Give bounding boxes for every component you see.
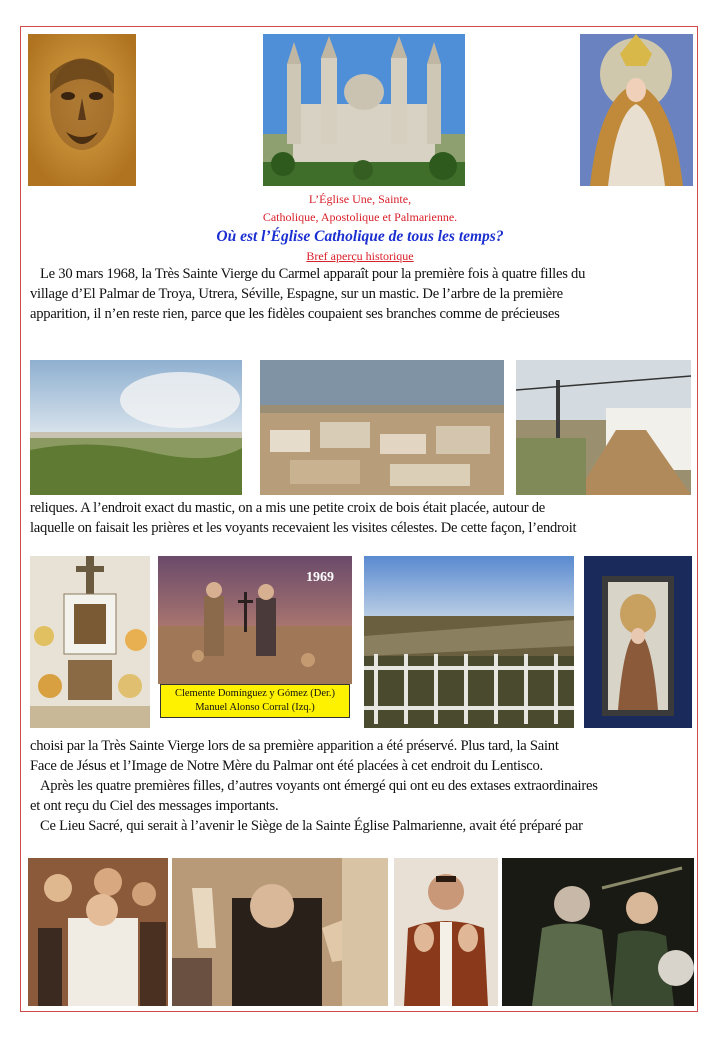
subtitle-wrap <box>0 247 720 265</box>
caption-line-2: Manuel Alonso Corral (Izq.) <box>195 702 315 713</box>
text-line: Après les quatre premières filles, d’autres voyants ont émergé qui ont eu des extases extraordinaires <box>40 778 598 794</box>
text-line: village d’El Palmar de Troya, Utrera, Séville, Espagne, sur un mastic. De l’arbre de la première <box>30 286 563 302</box>
virgin-statue-night-image <box>584 556 692 728</box>
paragraph-3 <box>30 736 694 836</box>
village-view-image <box>260 360 504 495</box>
text-line: Le 30 mars 1968, la Très Sainte Vierge du Carmel apparaît pour la première fois à quatre filles du <box>40 266 586 282</box>
question-heading: Où est l’Église Catholique de tous les temps? <box>216 228 504 245</box>
seer-ecstasy-sepia-image <box>172 858 388 1006</box>
palmar-basilica-image <box>263 34 465 186</box>
landscape-sky-image <box>30 360 242 495</box>
caption-line-1: Clemente Domínguez y Gómez (Der.) <box>174 688 336 699</box>
shrine-cross-image <box>30 556 150 728</box>
text-line: apparition, il n’en reste rien, parce que les fidèles coupaient ses branches comme de précieuses <box>30 306 560 322</box>
text-line: Ce Lieu Sacré, qui serait à l’avenir le Siège de la Sainte Église Palmarienne, avait été préparé par <box>40 818 583 834</box>
church-name-line-2: Catholique, Apostolique et Palmarienne. <box>262 210 458 224</box>
holy-face-image <box>28 34 136 186</box>
text-line: Face de Jésus et l’Image de Notre Mère du Palmar ont été placées à cet endroit du Lentisco. <box>30 758 543 774</box>
street-image <box>516 360 691 495</box>
night-gathering-image <box>502 858 694 1006</box>
paragraph-1 <box>30 264 694 324</box>
fenced-field-image <box>364 556 574 728</box>
paragraph-2 <box>30 498 694 538</box>
virgin-palmar-image <box>580 34 693 186</box>
text-line: reliques. A l’endroit exact du mastic, on a mis une petite croix de bois était placée, autour de <box>30 500 545 516</box>
text-line: et ont reçu du Ciel des messages importants. <box>30 798 279 814</box>
historical-overview-link[interactable]: Bref aperçu historique <box>306 249 414 263</box>
text-line: laquelle on faisait les prières et les voyants recevaient les visites célestes. De cette façon, l’endroit <box>30 520 577 536</box>
text-line: choisi par la Très Sainte Vierge lors de sa première apparition a été préservé. Plus tard, la Saint <box>30 738 559 754</box>
church-name-line-1: L’Église Une, Sainte, <box>308 192 412 206</box>
photo-year-label: 1969 <box>306 570 334 585</box>
seers-1969-photo <box>158 556 352 684</box>
photo-caption <box>160 684 350 718</box>
seer-raised-hands-image <box>394 858 498 1006</box>
ecstasy-crowd-image <box>28 858 168 1006</box>
